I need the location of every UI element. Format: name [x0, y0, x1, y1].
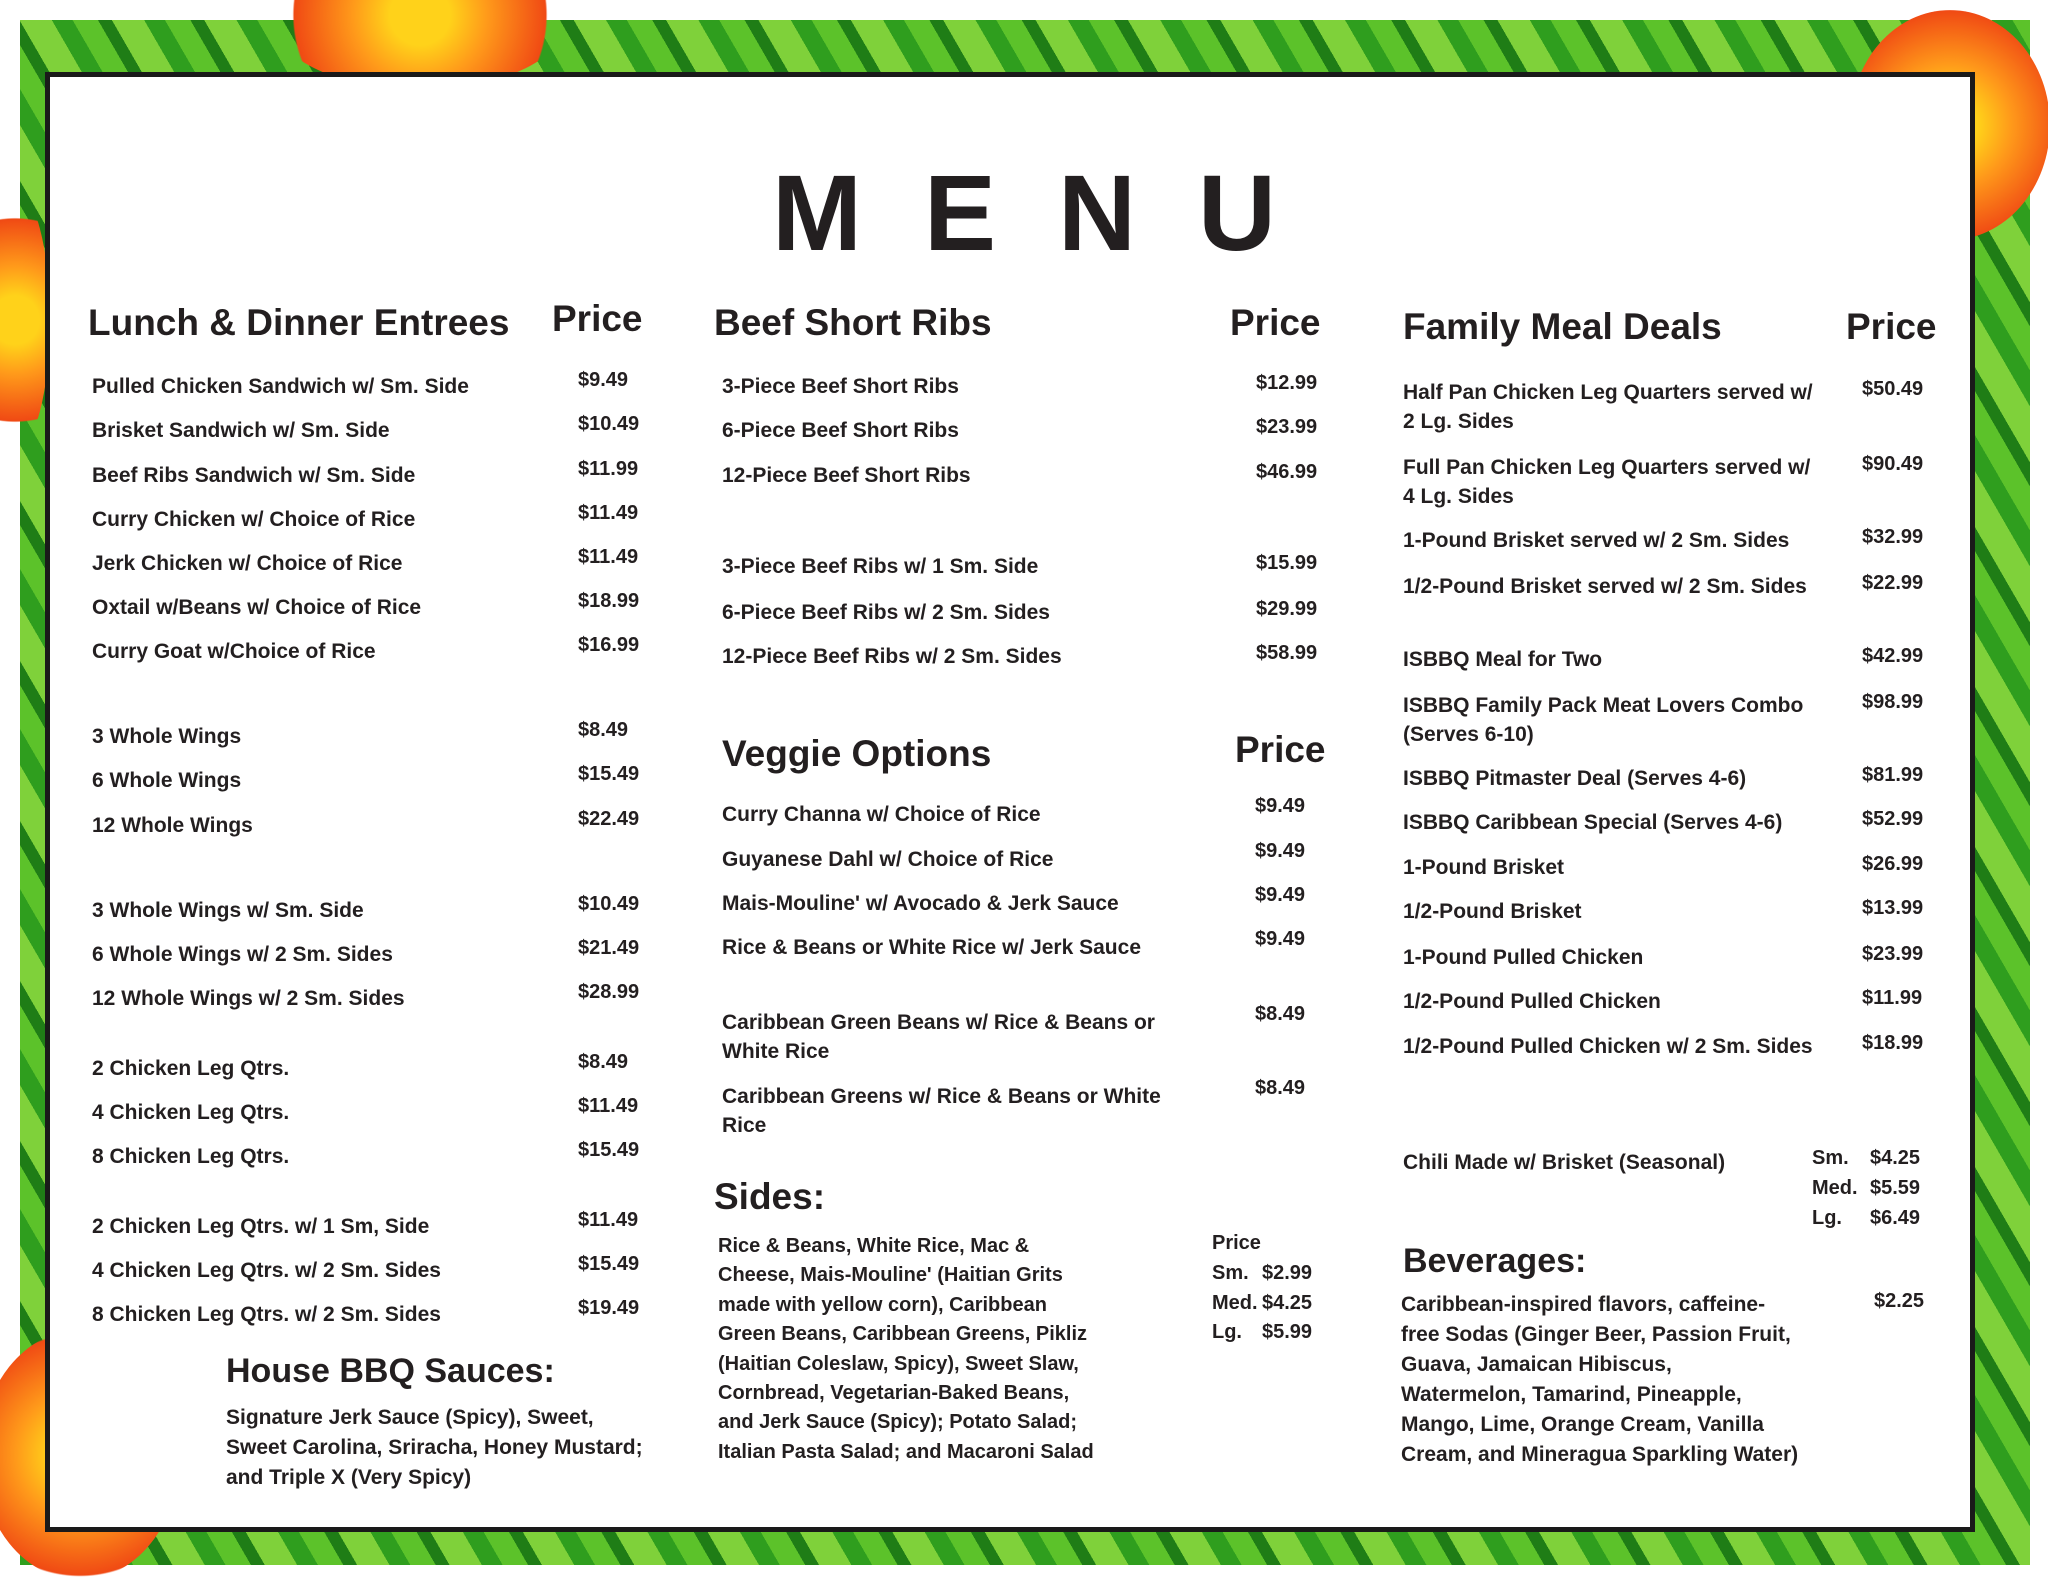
menu-item-price: $52.99: [1862, 808, 1924, 830]
menu-item-price: $8.49: [578, 1051, 629, 1073]
menu-item-price: $50.49: [1862, 378, 1924, 400]
size-price: $5.59: [1870, 1177, 1921, 1199]
price-header: Price: [1212, 1232, 1261, 1254]
size-label: Med.: [1812, 1177, 1858, 1199]
section-header-beef-short-ribs: Beef Short Ribs: [714, 302, 992, 343]
menu-item-price: $10.49: [578, 413, 640, 435]
section-header-sauces: House BBQ Sauces:: [226, 1352, 555, 1390]
menu-item-name: ISBBQ Caribbean Special (Serves 4-6): [1403, 811, 1783, 834]
menu-item-name: Pulled Chicken Sandwich w/ Sm. Side: [92, 375, 469, 398]
menu-item-name: Curry Channa w/ Choice of Rice: [722, 803, 1041, 826]
menu-item-name: Caribbean Green Beans w/ Rice & Beans or White Rice: [722, 1011, 1155, 1063]
menu-item-name: 1/2-Pound Brisket: [1403, 900, 1582, 923]
section-header-entrees: Lunch & Dinner Entrees: [88, 302, 510, 343]
menu-item-name: 6-Piece Beef Short Ribs: [722, 419, 959, 442]
menu-item-name: 6 Whole Wings: [92, 769, 242, 792]
menu-item-name: 12 Whole Wings w/ 2 Sm. Sides: [92, 987, 405, 1010]
size-label: Lg.: [1212, 1321, 1242, 1343]
menu-item-name: 12-Piece Beef Ribs w/ 2 Sm. Sides: [722, 645, 1062, 668]
menu-item-name: Curry Goat w/Choice of Rice: [92, 640, 376, 663]
menu-item-price: $15.49: [578, 1253, 640, 1275]
menu-item-price: $32.99: [1862, 526, 1924, 548]
menu-item-name: 3-Piece Beef Ribs w/ 1 Sm. Side: [722, 555, 1039, 578]
menu-item-name: 1-Pound Brisket served w/ 2 Sm. Sides: [1403, 529, 1790, 552]
size-label: Lg.: [1812, 1207, 1842, 1229]
menu-item-name: 8 Chicken Leg Qtrs. w/ 2 Sm. Sides: [92, 1303, 441, 1326]
menu-item-price: $28.99: [578, 981, 640, 1003]
menu-item-name: 1/2-Pound Pulled Chicken: [1403, 990, 1661, 1013]
menu-item-name: 1-Pound Pulled Chicken: [1403, 946, 1644, 969]
menu-item-price: $11.49: [578, 1095, 639, 1117]
menu-item-name: Oxtail w/Beans w/ Choice of Rice: [92, 596, 422, 619]
section-header-beverages: Beverages:: [1403, 1242, 1587, 1280]
chili-name: Chili Made w/ Brisket (Seasonal): [1403, 1151, 1726, 1174]
menu-item-name: 2 Chicken Leg Qtrs.: [92, 1057, 290, 1080]
section-header-sides: Sides:: [714, 1176, 826, 1217]
menu-item-name: 3-Piece Beef Short Ribs: [722, 375, 959, 398]
menu-item-name: Curry Chicken w/ Choice of Rice: [92, 508, 416, 531]
menu-item-price: $8.49: [1255, 1077, 1306, 1099]
menu-item-price: $8.49: [578, 719, 629, 741]
menu-item-price: $18.99: [1862, 1032, 1924, 1054]
size-price: $4.25: [1262, 1291, 1313, 1314]
menu-item-price: $10.49: [578, 893, 640, 915]
price-header: Price: [552, 298, 643, 339]
price-header: Price: [1846, 306, 1937, 347]
menu-item-price: $18.99: [578, 590, 640, 612]
menu-item-name: 4 Chicken Leg Qtrs. w/ 2 Sm. Sides: [92, 1259, 441, 1282]
menu-item-name: 2 Chicken Leg Qtrs. w/ 1 Sm, Side: [92, 1215, 430, 1238]
sides-description: Rice & Beans, White Rice, Mac & Cheese, Mais-Mouline' (Haitian Grits made with yellow corn), Caribbean Green Beans, Caribbean Greens, Pikliz (Haitian Coleslaw, Spicy), Sweet Slaw, Cornbread, Vegetarian-Baked Beans, and Jerk Sauce (Spicy); Potato Salad; Italian Pasta Salad; and Macaroni Salad: [718, 1235, 1094, 1463]
menu-item-price: $23.99: [1256, 416, 1318, 438]
menu-item-price: $9.49: [1255, 840, 1306, 862]
menu-item-price: $81.99: [1862, 764, 1924, 786]
menu-item-price: $15.99: [1256, 552, 1318, 574]
menu-item-price: $19.49: [578, 1297, 640, 1319]
section-header-veggie: Veggie Options: [722, 733, 992, 774]
menu-item-name: Brisket Sandwich w/ Sm. Side: [92, 419, 390, 442]
menu-item-price: $23.99: [1862, 943, 1924, 965]
menu-item-price: $9.49: [1255, 795, 1306, 817]
menu-item-price: $9.49: [578, 369, 629, 391]
menu-item-name: Rice & Beans or White Rice w/ Jerk Sauce: [722, 936, 1141, 959]
menu-item-price: $9.49: [1255, 884, 1306, 906]
size-price: $2.99: [1262, 1262, 1313, 1284]
menu-item-price: $15.49: [578, 763, 640, 785]
menu-item-price: $13.99: [1862, 897, 1924, 919]
menu-item-name: Jerk Chicken w/ Choice of Rice: [92, 552, 403, 575]
menu-item-name: Caribbean Greens w/ Rice & Beans or White Rice: [722, 1085, 1161, 1137]
menu-item-name: Half Pan Chicken Leg Quarters served w/ 2 Lg. Sides: [1403, 381, 1813, 433]
menu-item-price: $9.49: [1255, 928, 1306, 950]
menu-item-name: 6 Whole Wings w/ 2 Sm. Sides: [92, 943, 393, 966]
size-label: Med.: [1212, 1291, 1258, 1314]
menu-item-price: $11.99: [1862, 987, 1923, 1009]
menu-item-price: $12.99: [1256, 372, 1318, 394]
menu-item-price: $29.99: [1256, 598, 1318, 620]
price-header: Price: [1235, 729, 1326, 770]
menu-item-name: 12 Whole Wings: [92, 814, 253, 837]
menu-item-name: ISBBQ Family Pack Meat Lovers Combo (Serves 6-10): [1403, 694, 1804, 746]
menu-item-name: 3 Whole Wings w/ Sm. Side: [92, 899, 364, 922]
size-price: $4.25: [1870, 1147, 1921, 1169]
menu-title: MENU: [772, 152, 1338, 273]
menu-item-price: $16.99: [578, 634, 640, 656]
menu-item-price: $15.49: [578, 1139, 640, 1161]
sauces-description: Signature Jerk Sauce (Spicy), Sweet, Sweet Carolina, Sriracha, Honey Mustard; and Triple X (Very Spicy): [226, 1406, 643, 1489]
menu-item-price: $22.49: [578, 808, 640, 830]
section-header-family-meals: Family Meal Deals: [1403, 306, 1722, 347]
menu-item-name: Full Pan Chicken Leg Quarters served w/ 4 Lg. Sides: [1403, 456, 1811, 508]
menu-item-name: ISBBQ Pitmaster Deal (Serves 4-6): [1403, 767, 1747, 790]
menu-item-price: $98.99: [1862, 691, 1924, 713]
menu-item-price: $8.49: [1255, 1003, 1306, 1025]
menu-item-name: 1-Pound Brisket: [1403, 856, 1565, 879]
menu-item-name: ISBBQ Meal for Two: [1403, 648, 1603, 671]
menu-item-price: $11.99: [578, 458, 639, 480]
menu-item-price: $58.99: [1256, 642, 1318, 664]
menu-item-name: 1/2-Pound Brisket served w/ 2 Sm. Sides: [1403, 575, 1807, 598]
size-label: Sm.: [1212, 1262, 1249, 1284]
menu-item-price: $11.49: [578, 546, 639, 568]
menu-item-name: Beef Ribs Sandwich w/ Sm. Side: [92, 464, 416, 487]
beverages-price: $2.25: [1874, 1290, 1925, 1312]
size-price: $5.99: [1262, 1321, 1313, 1343]
menu-item-name: Guyanese Dahl w/ Choice of Rice: [722, 848, 1054, 871]
menu-item-name: 8 Chicken Leg Qtrs.: [92, 1145, 290, 1168]
menu-item-name: 4 Chicken Leg Qtrs.: [92, 1101, 290, 1124]
menu-item-name: Mais-Mouline' w/ Avocado & Jerk Sauce: [722, 892, 1119, 915]
menu-item-name: 12-Piece Beef Short Ribs: [722, 464, 971, 487]
menu-item-price: $26.99: [1862, 853, 1924, 875]
menu-item-price: $90.49: [1862, 453, 1924, 475]
menu-item-name: 1/2-Pound Pulled Chicken w/ 2 Sm. Sides: [1403, 1035, 1813, 1058]
menu-item-price: $11.49: [578, 1209, 639, 1231]
beverages-description: Caribbean-inspired flavors, caffeine-free Sodas (Ginger Beer, Passion Fruit, Guava, Jamaican Hibiscus, Watermelon, Tamarind, Pineapple, Mango, Lime, Orange Cream, Vanilla Cream, and Mineragua Sparkling Water): [1401, 1293, 1799, 1466]
menu-item-name: 6-Piece Beef Ribs w/ 2 Sm. Sides: [722, 601, 1050, 624]
size-price: $6.49: [1870, 1207, 1921, 1229]
menu-item-price: $21.49: [578, 937, 640, 959]
size-label: Sm.: [1812, 1147, 1849, 1169]
menu-item-price: $46.99: [1256, 461, 1318, 483]
menu-item-price: $42.99: [1862, 645, 1924, 667]
menu-item-price: $11.49: [578, 502, 639, 524]
menu-item-price: $22.99: [1862, 572, 1924, 594]
menu-item-name: 3 Whole Wings: [92, 725, 242, 748]
price-header: Price: [1230, 302, 1321, 343]
